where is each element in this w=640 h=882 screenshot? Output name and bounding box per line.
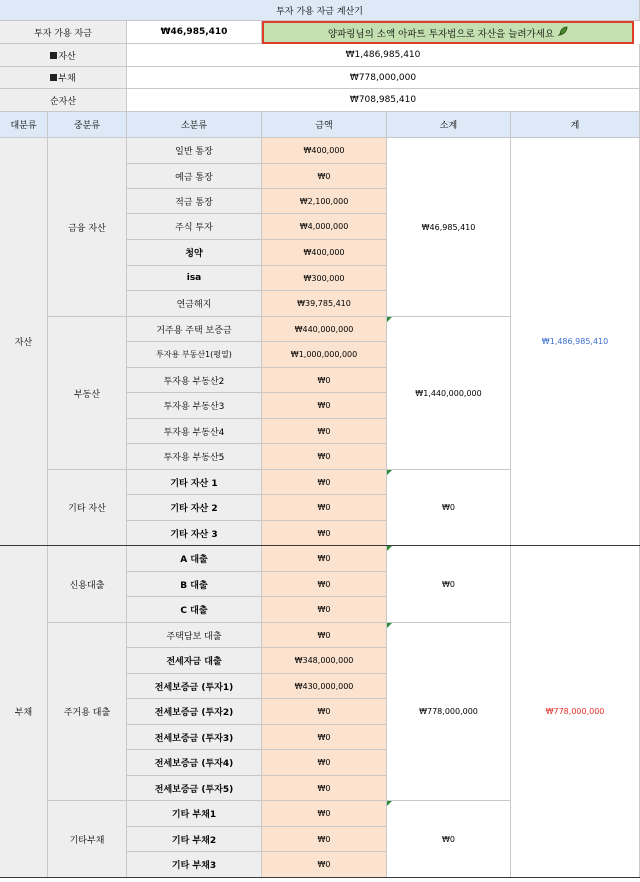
checkbox-icon — [50, 52, 57, 59]
item-amount[interactable]: ₩440,000,000 — [262, 317, 387, 342]
comment-indicator — [387, 546, 392, 551]
item-name[interactable]: A 대출 — [127, 546, 262, 572]
item-amount[interactable]: ₩400,000 — [262, 240, 387, 266]
subtotal-other-liabilities[interactable]: ₩0 — [387, 801, 511, 878]
group-financial[interactable]: 금융 자산 — [48, 138, 127, 317]
item-amount[interactable]: ₩0 — [262, 801, 387, 827]
available-label: 투자 가용 자금 — [34, 28, 92, 39]
subtotal-housing-loans[interactable]: ₩778,000,000 — [387, 623, 511, 801]
item-amount[interactable]: ₩348,000,000 — [262, 648, 387, 674]
item-amount[interactable]: ₩400,000 — [262, 138, 387, 164]
item-amount[interactable]: ₩0 — [262, 776, 387, 801]
item-amount[interactable]: ₩0 — [262, 495, 387, 521]
net-value[interactable]: ₩708,985,410 — [127, 89, 640, 112]
item-amount[interactable]: ₩0 — [262, 852, 387, 878]
checkbox-icon — [50, 74, 57, 81]
subtotal-financial[interactable]: ₩46,985,410 — [387, 138, 511, 317]
item-name[interactable]: B 대출 — [127, 572, 262, 597]
section-divider — [0, 545, 640, 546]
total-liabilities-value: ₩778,000,000 — [545, 707, 605, 716]
item-name[interactable]: 전세보증금 (투자1) — [127, 674, 262, 699]
item-amount[interactable]: ₩0 — [262, 623, 387, 648]
section-divider — [0, 877, 640, 878]
comment-indicator — [387, 470, 392, 475]
group-real-estate[interactable]: 부동산 — [48, 317, 127, 470]
item-name[interactable]: 일반 통장 — [127, 138, 262, 164]
item-name[interactable]: 청약 — [127, 240, 262, 266]
item-name[interactable]: 투자용 부동산5 — [127, 444, 262, 470]
item-amount[interactable]: ₩0 — [262, 368, 387, 393]
item-amount[interactable]: ₩0 — [262, 750, 387, 776]
liabilities-value[interactable]: ₩778,000,000 — [127, 67, 640, 89]
assets-value[interactable]: ₩1,486,985,410 — [127, 44, 640, 67]
col-header-amount[interactable]: 금액 — [262, 112, 387, 138]
comment-indicator — [387, 801, 392, 806]
item-amount[interactable]: ₩0 — [262, 470, 387, 495]
subtotal-other-assets[interactable]: ₩0 — [387, 470, 511, 546]
item-amount[interactable]: ₩430,000,000 — [262, 674, 387, 699]
item-name[interactable]: 기타 자산 1 — [127, 470, 262, 495]
item-name[interactable]: 주식 투자 — [127, 214, 262, 240]
item-amount[interactable]: ₩1,000,000,000 — [262, 342, 387, 368]
item-name[interactable]: 전세보증금 (투자5) — [127, 776, 262, 801]
item-amount[interactable]: ₩0 — [262, 419, 387, 444]
item-name[interactable]: 투자용 부동산4 — [127, 419, 262, 444]
leaf-icon — [557, 26, 568, 40]
category-liabilities[interactable]: 부채 — [0, 546, 48, 878]
col-header-major[interactable]: 대분류 — [0, 112, 48, 138]
liabilities-label: 부채 — [58, 74, 76, 84]
item-name[interactable]: 전세보증금 (투자3) — [127, 725, 262, 750]
item-name[interactable]: 전세보증금 (투자4) — [127, 750, 262, 776]
item-amount[interactable]: ₩0 — [262, 699, 387, 725]
item-amount[interactable]: ₩0 — [262, 521, 387, 546]
item-name[interactable]: 거주용 주택 보증금 — [127, 317, 262, 342]
item-name[interactable]: 적금 통장 — [127, 189, 262, 214]
col-header-subtotal[interactable]: 소계 — [387, 112, 511, 138]
item-amount[interactable]: ₩4,000,000 — [262, 214, 387, 240]
item-name[interactable]: 기타 부채2 — [127, 827, 262, 852]
item-name[interactable]: 예금 통장 — [127, 164, 262, 189]
total-assets[interactable] — [511, 138, 640, 546]
col-header-total[interactable]: 계 — [511, 112, 640, 138]
group-housing-loans[interactable]: 주거용 대출 — [48, 623, 127, 801]
item-name[interactable]: 기타 부채3 — [127, 852, 262, 878]
available-label-cell[interactable] — [0, 21, 127, 44]
subtotal-real-estate[interactable]: ₩1,440,000,000 — [387, 317, 511, 470]
total-liabilities[interactable] — [511, 546, 640, 878]
group-credit-loans[interactable]: 신용대출 — [48, 546, 127, 623]
item-name[interactable]: 기타 자산 3 — [127, 521, 262, 546]
item-name[interactable]: 기타 부채1 — [127, 801, 262, 827]
item-amount[interactable]: ₩0 — [262, 827, 387, 852]
item-name[interactable]: 기타 자산 2 — [127, 495, 262, 521]
group-other-assets[interactable]: 기타 자산 — [48, 470, 127, 546]
item-name[interactable]: 투자용 부동산2 — [127, 368, 262, 393]
item-name[interactable]: 전세자금 대출 — [127, 648, 262, 674]
group-other-liabilities[interactable]: 기타부채 — [48, 801, 127, 878]
item-amount[interactable]: ₩0 — [262, 597, 387, 623]
item-amount[interactable]: ₩0 — [262, 572, 387, 597]
item-name[interactable]: 전세보증금 (투자2) — [127, 699, 262, 725]
comment-indicator — [387, 317, 392, 322]
item-name[interactable]: C 대출 — [127, 597, 262, 623]
item-amount[interactable]: ₩300,000 — [262, 266, 387, 291]
comment-indicator — [387, 623, 392, 628]
item-amount[interactable]: ₩0 — [262, 164, 387, 189]
col-header-middle[interactable]: 중분류 — [48, 112, 127, 138]
item-name[interactable]: 연금해지 — [127, 291, 262, 317]
item-amount[interactable]: ₩0 — [262, 444, 387, 470]
available-value[interactable]: ₩46,985,410 — [127, 21, 262, 44]
category-assets[interactable]: 자산 — [0, 138, 48, 546]
sheet-title: 투자 가용 자금 계산기 — [0, 0, 640, 21]
subtotal-credit-loans[interactable]: ₩0 — [387, 546, 511, 623]
item-amount[interactable]: ₩0 — [262, 546, 387, 572]
assets-label: 자산 — [58, 51, 76, 62]
liabilities-label-cell[interactable] — [0, 67, 127, 89]
col-header-minor[interactable]: 소분류 — [127, 112, 262, 138]
item-name[interactable]: isa — [127, 266, 262, 291]
item-amount[interactable]: ₩2,100,000 — [262, 189, 387, 214]
net-label[interactable]: 순자산 — [0, 89, 127, 112]
item-name[interactable]: 주택담보 대출 — [127, 623, 262, 648]
assets-label-cell[interactable] — [0, 44, 127, 67]
item-amount[interactable]: ₩39,785,410 — [262, 291, 387, 317]
item-name[interactable]: 투자용 부동산3 — [127, 393, 262, 419]
promo-banner[interactable] — [262, 21, 634, 44]
item-amount[interactable]: ₩0 — [262, 393, 387, 419]
item-name[interactable]: 투자용 부동산1(평열) — [127, 342, 262, 368]
item-amount[interactable]: ₩0 — [262, 725, 387, 750]
promo-banner-text: 양파링님의 소액 아파트 투자법으로 자산을 늘려가세요 — [327, 28, 555, 40]
total-assets-value: ₩1,486,985,410 — [541, 337, 609, 346]
